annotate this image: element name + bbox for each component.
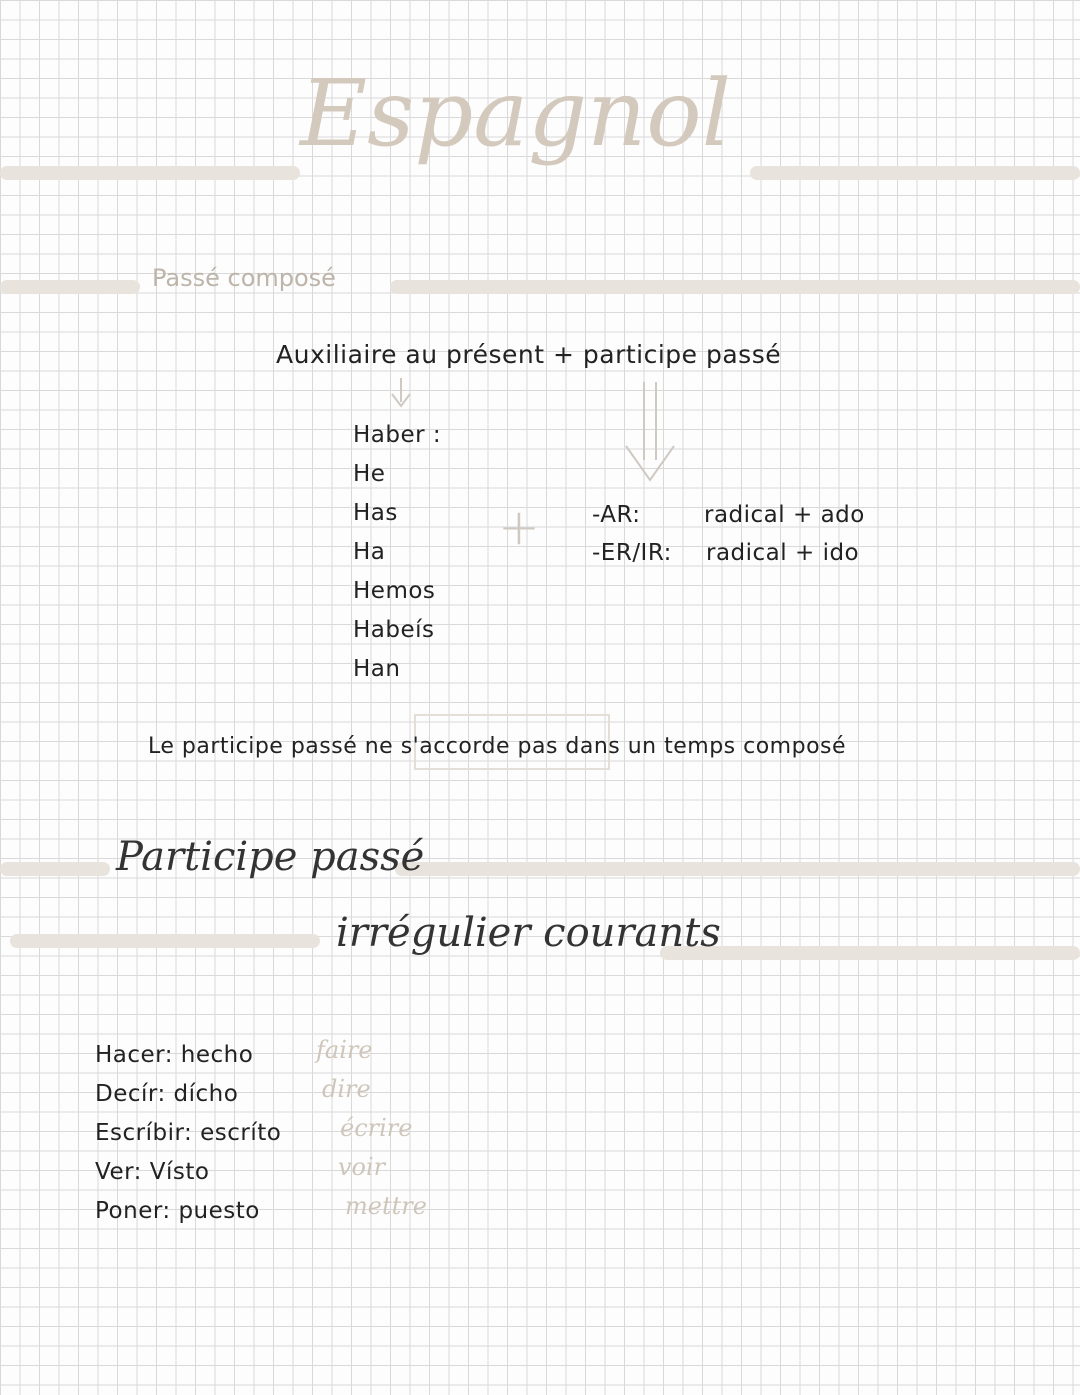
highlight-bar [0, 862, 110, 876]
auxiliary-label: Haber : [353, 422, 442, 448]
verb-translation: écrire [340, 1114, 413, 1142]
arrow-down-icon [620, 380, 680, 490]
page-subtitle: Passé composé [152, 264, 336, 292]
highlight-bar [660, 946, 1080, 960]
irregular-verb: Hacer: hecho [95, 1042, 254, 1068]
conjugation-item: Hemos [353, 578, 436, 604]
conjugation-item: Habeís [353, 617, 435, 643]
irregular-verb: Escríbir: escríto [95, 1120, 282, 1146]
formula-text: Auxiliaire au présent + participe passé [276, 340, 782, 369]
highlight-bar [0, 166, 300, 180]
irregular-verb: Ver: Vísto [95, 1159, 210, 1185]
plus-sign: + [498, 498, 540, 556]
arrow-down-icon [386, 376, 416, 412]
ending-group: -ER/IR: [592, 540, 672, 566]
ending-rule: radical + ido [706, 540, 860, 566]
section-title: Participe passé [116, 834, 425, 880]
verb-translation: voir [338, 1153, 386, 1181]
highlight-bar [390, 280, 1080, 294]
highlight-bar [0, 280, 140, 294]
highlight-bar [750, 166, 1080, 180]
irregular-verb: Poner: puesto [95, 1198, 260, 1224]
conjugation-item: Has [353, 500, 398, 526]
page-title: Espagnol [300, 60, 732, 167]
verb-translation: faire [316, 1036, 373, 1064]
conjugation-item: Han [353, 656, 401, 682]
ending-group: -AR: [592, 502, 641, 528]
verb-translation: mettre [345, 1192, 427, 1220]
highlight-bar [395, 862, 1080, 876]
conjugation-item: He [353, 461, 386, 487]
verb-translation: dire [322, 1075, 371, 1103]
section-subtitle: irrégulier courants [336, 910, 721, 956]
note-text: Le participe passé ne s'accorde pas dans un temps composé [148, 734, 847, 759]
highlight-bar [10, 934, 320, 948]
irregular-verb: Decír: dícho [95, 1081, 239, 1107]
ending-rule: radical + ado [704, 502, 865, 528]
conjugation-item: Ha [353, 539, 386, 565]
